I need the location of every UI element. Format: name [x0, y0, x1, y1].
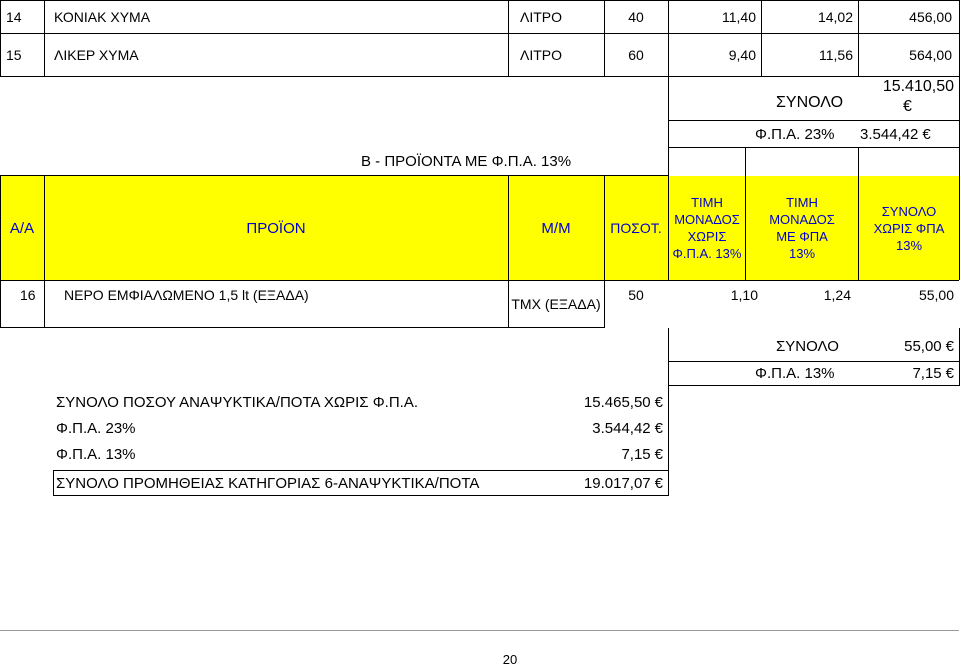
b-vat-13-label: Φ.Π.Α. 13% [755, 365, 835, 382]
header-price-incl-vat: ΤΙΜΗ ΜΟΝΑΔΟΣ ΜΕ ΦΠΑ 13% [769, 195, 835, 261]
price-incl-vat: 1,24 [823, 287, 851, 303]
line-total: 564,00 [909, 46, 952, 63]
summary-label: Φ.Π.Α. 23% [56, 419, 136, 437]
section-title: Β - ΠΡΟΪΟΝΤΑ ΜΕ Φ.Π.Α. 13% [361, 153, 572, 170]
total-label: ΣΥΝΟΛΟ [776, 94, 844, 111]
quantity: 60 [628, 46, 644, 63]
header-unit: Μ/Μ [541, 219, 571, 237]
page-number: 20 [502, 651, 518, 667]
summary-total-value: 19.017,07 € [583, 474, 663, 492]
summary-value: 15.465,50 € [583, 393, 663, 411]
header-price-excl-vat: ΤΙΜΗ ΜΟΝΑΔΟΣ ΧΩΡΙΣ Φ.Π.Α. 13% [672, 195, 742, 261]
b-total-value: 55,00 € [904, 337, 954, 355]
quantity: 40 [628, 8, 644, 25]
row-number: 15 [6, 46, 22, 63]
quantity: 50 [628, 287, 644, 303]
product-name: ΚΟΝΙΑΚ ΧΥΜΑ [54, 8, 151, 25]
euro-sign: € [903, 98, 912, 115]
unit: ΛΙΤΡΟ [520, 8, 563, 25]
b-total-label: ΣΥΝΟΛΟ [776, 337, 839, 355]
total-value: 15.410,50 [882, 78, 954, 95]
product-name: ΛΙΚΕΡ ΧΥΜΑ [54, 46, 139, 63]
row-number: 14 [6, 8, 22, 25]
row-number: 16 [20, 287, 36, 303]
line-total: 55,00 [918, 287, 954, 303]
price-excl-vat: 11,40 [722, 8, 756, 25]
unit: ΛΙΤΡΟ [520, 46, 563, 63]
b-vat-13-value: 7,15 € [912, 365, 954, 382]
price-excl-vat: 9,40 [728, 46, 756, 63]
summary-total-label: ΣΥΝΟΛΟ ΠΡΟΜΗΘΕΙΑΣ ΚΑΤΗΓΟΡΙΑΣ 6-ΑΝΑΨΥΚΤΙΚΑ/ΠΟΤΑ [56, 474, 480, 492]
unit: ΤΜΧ (ΕΞΑΔΑ) [511, 296, 601, 312]
summary-value: 7,15 € [621, 445, 663, 463]
price-excl-vat: 1,10 [730, 287, 758, 303]
line-total: 456,00 [909, 8, 952, 25]
summary-value: 3.544,42 € [592, 419, 663, 437]
vat-23-label: Φ.Π.Α. 23% [755, 125, 835, 143]
price-incl-vat: 14,02 [817, 8, 853, 25]
summary-label: ΣΥΝΟΛΟ ΠΟΣΟΥ ΑΝΑΨΥΚΤΙΚΑ/ΠΟΤΑ ΧΩΡΙΣ Φ.Π.Α. [56, 393, 418, 411]
vat-23-value: 3.544,42 € [860, 125, 931, 143]
header-no: Α/Α [9, 219, 35, 237]
header-quantity: ΠΟΣΟΤ. [610, 220, 662, 236]
price-incl-vat: 11,56 [819, 46, 853, 63]
summary-label: Φ.Π.Α. 13% [56, 445, 136, 463]
product-name: ΝΕΡΟ ΕΜΦΙΑΛΩΜΕΝΟ 1,5 lt (ΕΞΑΔΑ) [64, 287, 309, 303]
header-product: ΠΡΟΪΟΝ [246, 219, 306, 237]
header-total-excl-vat: ΣΥΝΟΛΟ ΧΩΡΙΣ ΦΠΑ 13% [873, 203, 945, 253]
